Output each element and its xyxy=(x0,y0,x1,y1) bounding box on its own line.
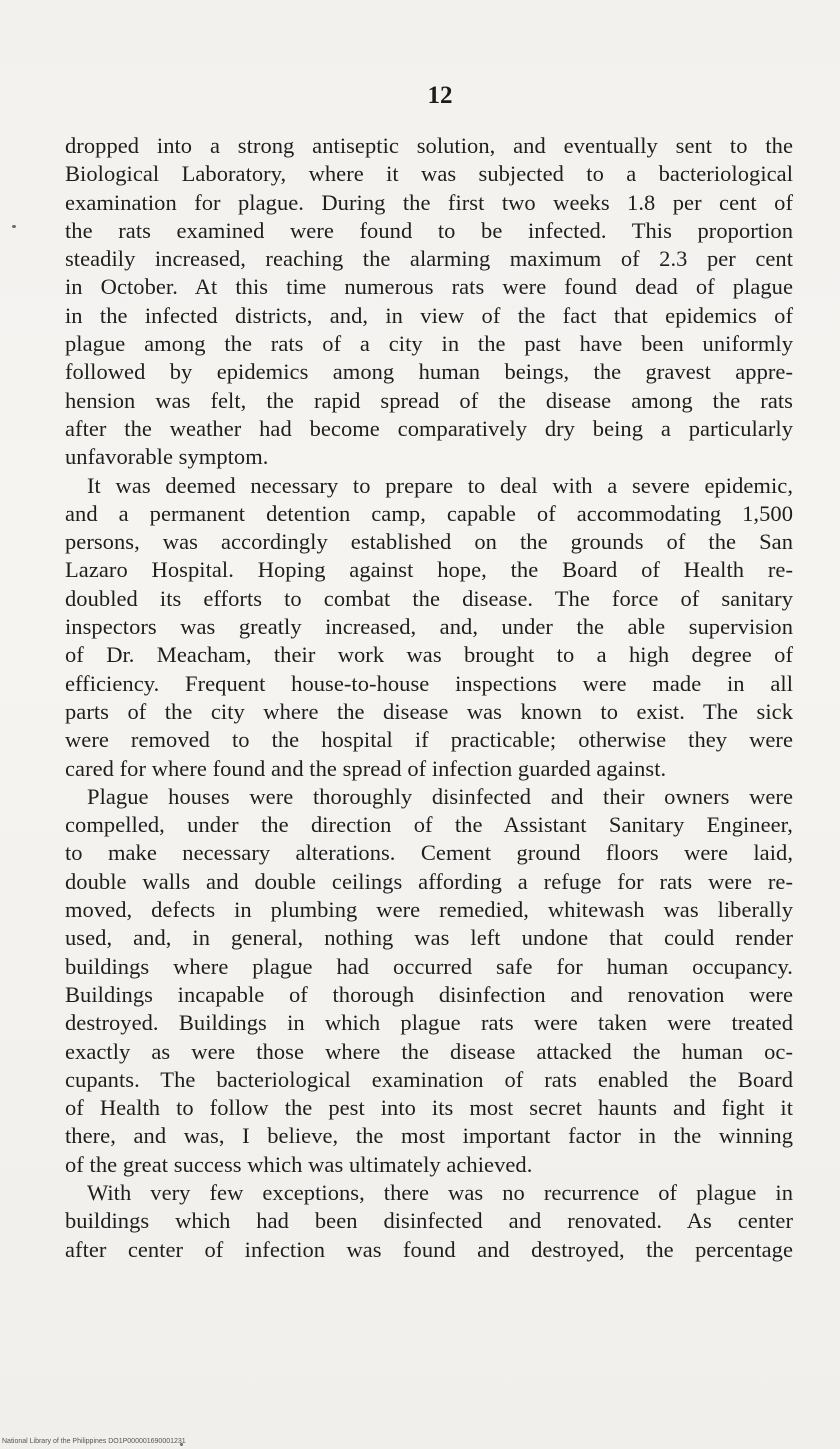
text-line: moved, defects in plumbing were remedied, whitewash was liberally xyxy=(65,897,793,923)
text-line: It was deemed necessary to prepare to deal with a severe epidemic, xyxy=(87,472,793,498)
paragraph-4 xyxy=(65,1179,793,1264)
text-line: persons, was accordingly established on the grounds of the San xyxy=(65,529,793,555)
paragraph-1 xyxy=(65,132,793,472)
text-line: there, and was, I believe, the most important factor in the winning xyxy=(65,1123,793,1149)
text-line: Lazaro Hospital. Hoping against hope, the Board of Health re- xyxy=(65,557,793,583)
text-line: destroyed. Buildings in which plague rats were taken were treated xyxy=(65,1010,793,1036)
paragraph-2 xyxy=(65,472,793,783)
text-line: after the weather had become comparatively dry being a particularly xyxy=(65,415,793,441)
text-line: of the great success which was ultimately achieved. xyxy=(65,1151,533,1177)
text-line: cupants. The bacteriological examination of rats enabled the Board xyxy=(65,1066,793,1092)
text-line: used, and, in general, nothing was left undone that could render xyxy=(65,925,793,951)
text-line: dropped into a strong antiseptic solution, and eventually sent to the xyxy=(65,133,793,158)
text-line: the rats examined were found to be infected. This proportion xyxy=(65,217,793,243)
text-line: and a permanent detention camp, capable of accommodating 1,500 xyxy=(65,500,793,526)
text-line: plague among the rats of a city in the past have been uniformly xyxy=(65,331,793,357)
text-line: With very few exceptions, there was no recurrence of plague in xyxy=(87,1179,793,1205)
text-line: hension was felt, the rapid spread of the disease among the rats xyxy=(65,387,793,413)
text-line: Buildings incapable of thorough disinfection and renovation were xyxy=(65,981,793,1007)
text-line: double walls and double ceilings affording a refuge for rats were re- xyxy=(65,868,793,894)
text-line: to make necessary alterations. Cement ground floors were laid, xyxy=(65,840,793,866)
text-line: cared for where found and the spread of infection guarded against. xyxy=(65,755,667,781)
text-line: buildings where plague had occurred safe for human occupancy. xyxy=(65,953,793,979)
text-line: Biological Laboratory, where it was subjected to a bacteriological xyxy=(65,161,793,187)
page-number: 12 xyxy=(427,82,453,109)
text-line: unfavorable symptom. xyxy=(65,444,269,470)
text-line: doubled its efforts to combat the disease. The force of sanitary xyxy=(65,585,793,611)
paragraph-3 xyxy=(65,783,793,1179)
text-line: exactly as were those where the disease attacked the human oc- xyxy=(65,1038,793,1064)
library-imprint: National Library of the Philippines DO1P000001690001231 xyxy=(2,1438,186,1445)
text-line: in the infected districts, and, in view of the fact that epidemics of xyxy=(65,302,793,328)
text-line: were removed to the hospital if practicable; otherwise they were xyxy=(65,727,793,753)
text-line: after center of infection was found and destroyed, the percentage xyxy=(65,1236,793,1262)
text-line: steadily increased, reaching the alarming maximum of 2.3 per cent xyxy=(65,246,793,272)
text-line: compelled, under the direction of the Assistant Sanitary Engineer, xyxy=(65,812,793,838)
text-line: Plague houses were thoroughly disinfected and their owners were xyxy=(87,783,793,809)
body-text xyxy=(65,132,793,1264)
text-line: buildings which had been disinfected and renovated. As center xyxy=(65,1208,793,1234)
text-line: followed by epidemics among human beings, the gravest appre- xyxy=(65,359,793,385)
text-line: parts of the city where the disease was known to exist. The sick xyxy=(65,698,793,724)
text-line: efficiency. Frequent house-to-house inspections were made in all xyxy=(65,670,793,696)
text-line: of Health to follow the pest into its most secret haunts and fight it xyxy=(65,1095,793,1121)
text-line: of Dr. Meacham, their work was brought to a high degree of xyxy=(65,642,793,668)
scan-speck xyxy=(12,225,16,228)
text-line: in October. At this time numerous rats were found dead of plague xyxy=(65,274,793,300)
text-line: examination for plague. During the first two weeks 1.8 per cent of xyxy=(65,189,793,215)
text-line: inspectors was greatly increased, and, under the able supervision xyxy=(65,614,793,640)
